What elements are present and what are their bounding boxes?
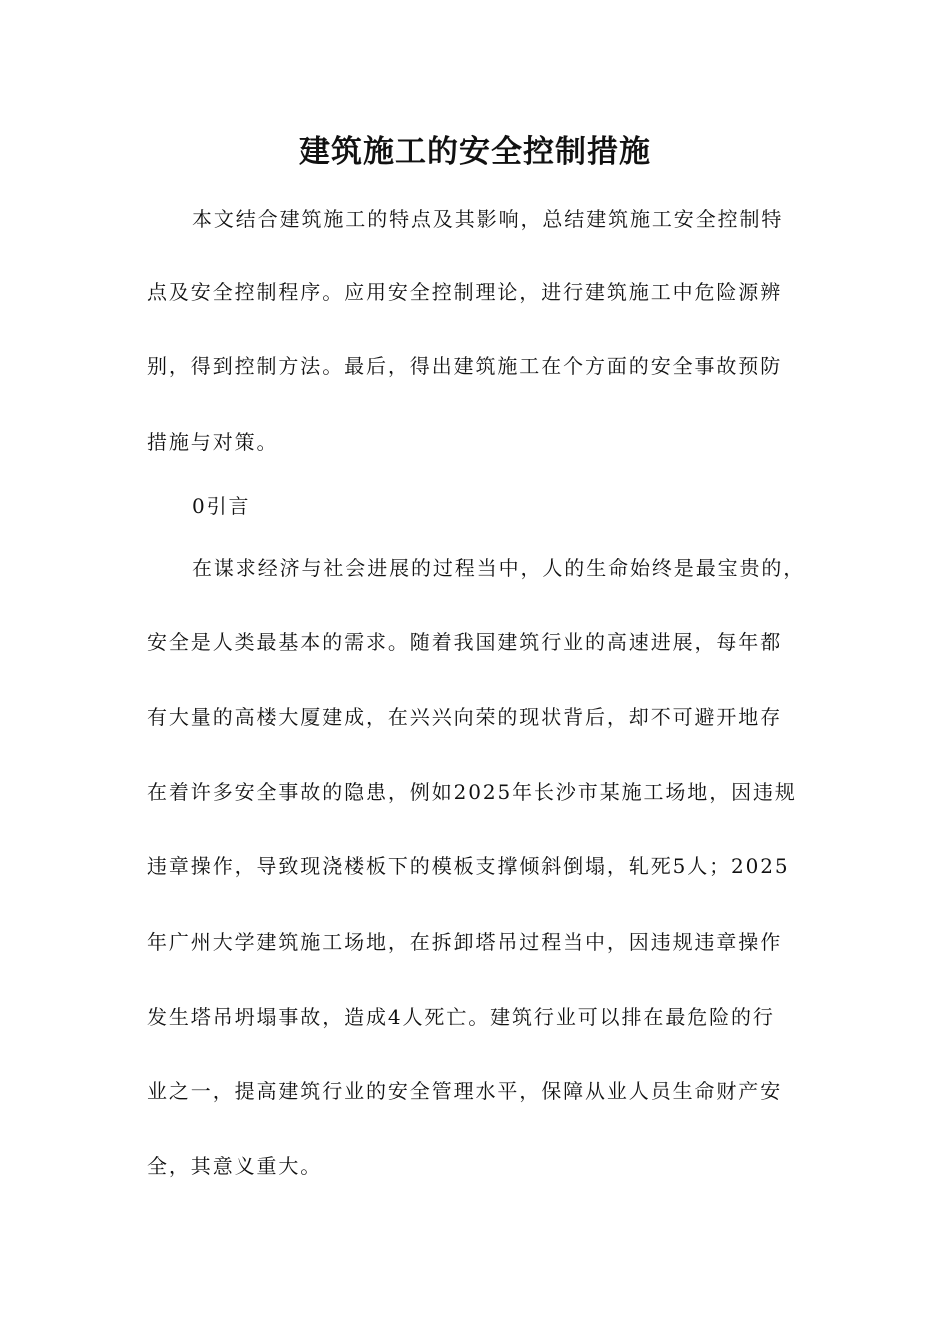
intro-line: 在谋求经济与社会进展的过程当中，人的生命始终是最宝贵的， <box>192 556 806 580</box>
intro-line: 违章操作，导致现浇楼板下的模板支撑倾斜倒塌，轧死5人；2025 <box>147 854 790 878</box>
intro-line: 全，其意义重大。 <box>147 1154 323 1178</box>
intro-line: 年广州大学建筑施工场地，在拆卸塔吊过程当中，因违规违章操作 <box>147 930 783 954</box>
intro-line: 业之一，提高建筑行业的安全管理水平，保障从业人员生命财产安 <box>147 1079 783 1103</box>
intro-line: 安全是人类最基本的需求。随着我国建筑行业的高速进展，每年都 <box>147 630 783 654</box>
intro-line: 在着许多安全事故的隐患，例如2025年长沙市某施工场地，因违规 <box>147 780 797 804</box>
abstract-line: 措施与对策。 <box>147 430 279 454</box>
abstract-line: 点及安全控制程序。应用安全控制理论，进行建筑施工中危险源辨 <box>147 280 783 304</box>
abstract-line: 本文结合建筑施工的特点及其影响，总结建筑施工安全控制特 <box>192 207 784 231</box>
section-heading: 0引言 <box>192 494 251 518</box>
intro-line: 发生塔吊坍塌事故，造成4人死亡。建筑行业可以排在最危险的行 <box>147 1005 775 1029</box>
document-title: 建筑施工的安全控制措施 <box>299 134 651 170</box>
intro-line: 有大量的高楼大厦建成，在兴兴向荣的现状背后，却不可避开地存 <box>147 705 783 729</box>
abstract-line: 别，得到控制方法。最后，得出建筑施工在个方面的安全事故预防 <box>147 354 783 378</box>
